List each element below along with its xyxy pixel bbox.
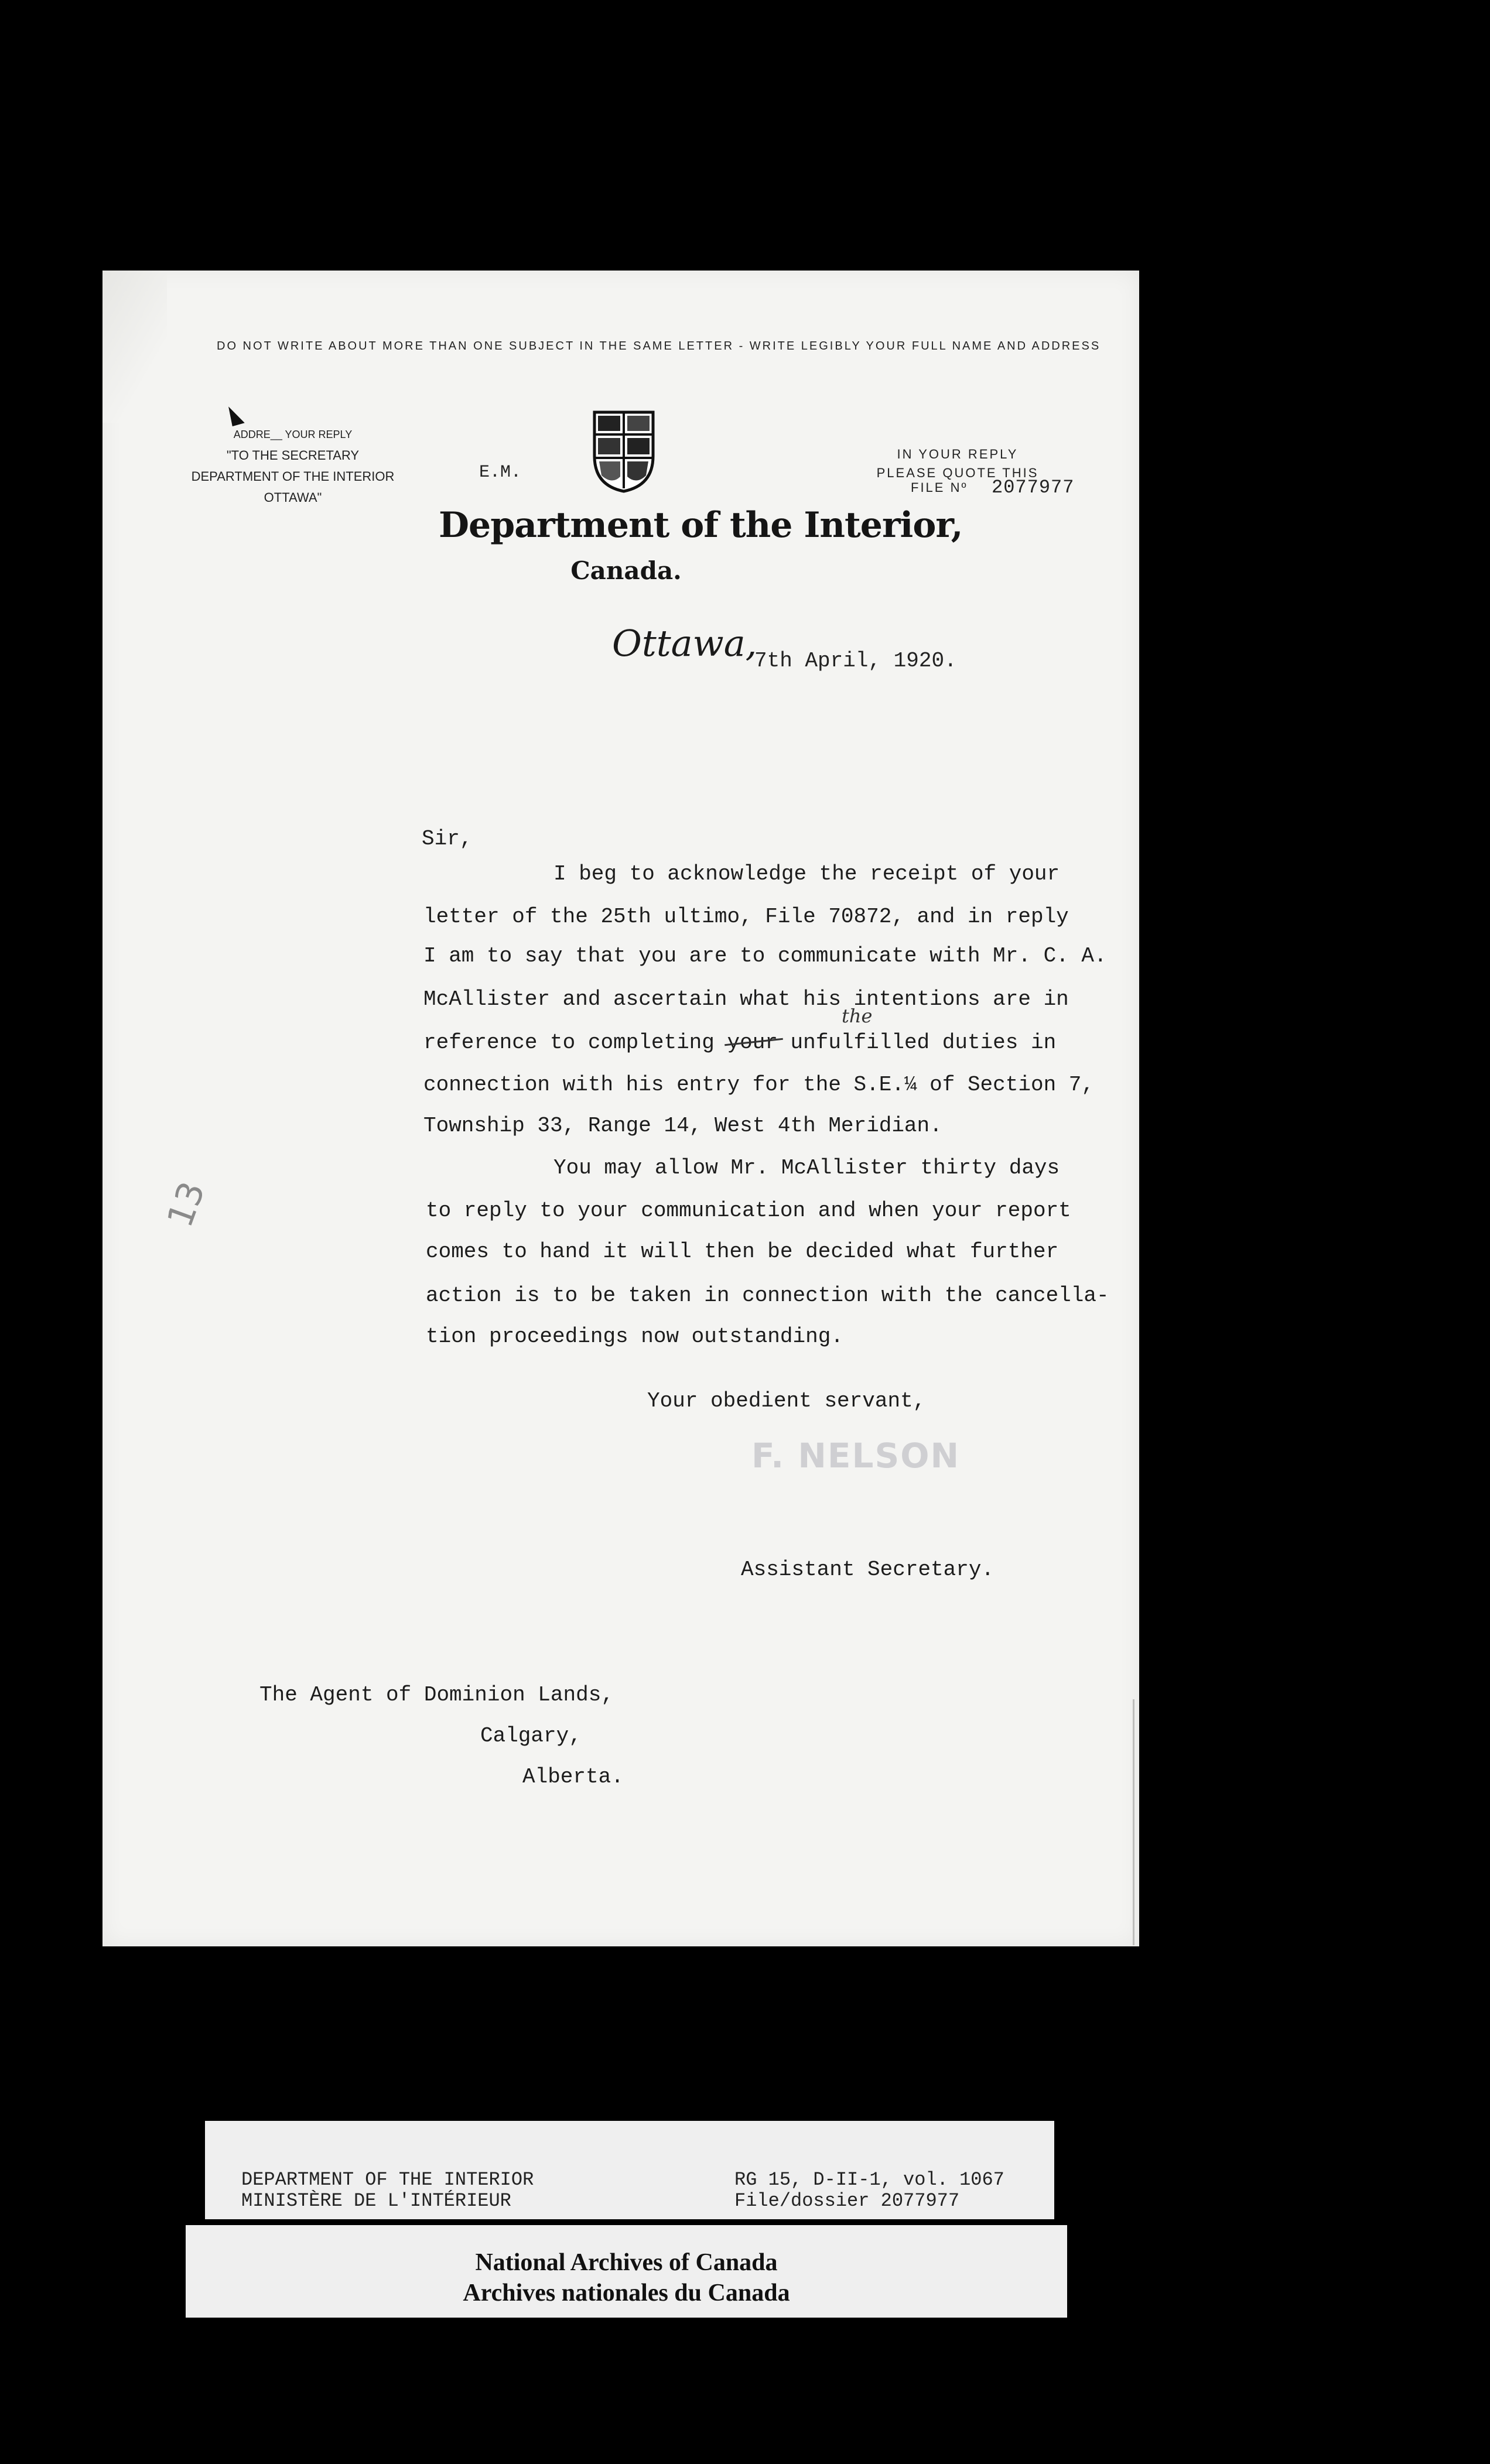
coat-of-arms-icon <box>589 406 659 494</box>
archive-dept-en: DEPARTMENT OF THE INTERIOR <box>241 2169 534 2191</box>
signature-stamp: F. NELSON <box>751 1436 961 1476</box>
reply-address-block <box>184 424 401 508</box>
address-line: "TO THE SECRETARY <box>226 448 360 463</box>
body-line: connection with his entry for the S.E.¼ of Section 7, <box>423 1073 1094 1097</box>
place-script: Ottawa, <box>612 622 757 665</box>
national-archives-banner <box>186 2225 1067 2318</box>
banner-english: National Archives of Canada <box>475 2249 778 2276</box>
body-line: You may allow Mr. McAllister thirty days <box>553 1156 1060 1180</box>
file-number-label: FILE Nº <box>911 480 968 495</box>
salutation: Sir, <box>422 827 473 851</box>
body-text: reference to completing <box>423 1031 727 1055</box>
department-country: Canada. <box>570 556 682 585</box>
letter-page <box>102 271 1139 1946</box>
address-line: ADDRE__ YOUR REPLY <box>233 429 353 440</box>
archive-reference: RG 15, D-II-1, vol. 1067 <box>734 2169 1004 2191</box>
body-line: tion proceedings now outstanding. <box>426 1325 843 1349</box>
paper-edge <box>1129 1699 1134 1945</box>
department-title: Department of the Interior, <box>439 505 963 546</box>
body-line: comes to hand it will then be decided what further <box>426 1240 1059 1264</box>
body-line: letter of the 25th ultimo, File 70872, and in reply <box>423 905 1069 929</box>
banner-french: Archives nationales du Canada <box>463 2280 790 2306</box>
recipient-line: The Agent of Dominion Lands, <box>259 1683 614 1707</box>
letter-date: 7th April, 1920. <box>754 649 957 673</box>
reply-line: IN YOUR REPLY <box>897 447 1019 461</box>
signatory-title: Assistant Secretary. <box>741 1558 995 1582</box>
body-line: McAllister and ascertain what his intentions are in <box>423 987 1069 1011</box>
file-number: 2077977 <box>992 477 1075 498</box>
margin-note: 13 <box>159 1176 214 1233</box>
body-line: I am to say that you are to communicate with Mr. C. A. <box>423 944 1107 968</box>
header-notice: DO NOT WRITE ABOUT MORE THAN ONE SUBJECT IN THE SAME LETTER - WRITE LEGIBLY YOUR FULL NAME AND ADDRESS <box>217 340 1101 353</box>
archive-reference-label <box>205 2121 1054 2219</box>
address-line: OTTAWA" <box>264 490 322 505</box>
struck-word: your <box>727 1031 778 1055</box>
reply-line: PLEASE QUOTE THIS <box>876 466 1039 480</box>
body-line: I beg to acknowledge the receipt of your <box>553 862 1060 886</box>
body-text: unfulfilled duties in <box>777 1031 1057 1055</box>
recipient-line: Calgary, <box>480 1724 582 1748</box>
address-line: DEPARTMENT OF THE INTERIOR <box>191 469 395 484</box>
archive-dept-fr: MINISTÈRE DE L'INTÉRIEUR <box>241 2190 511 2212</box>
initials-mark: E.M. <box>479 463 522 482</box>
closing: Your obedient servant, <box>647 1389 926 1413</box>
body-line: action is to be taken in connection with the cancella- <box>426 1284 1109 1308</box>
handwritten-insertion: the <box>842 1005 873 1027</box>
body-line: to reply to your communication and when your report <box>426 1199 1071 1223</box>
recipient-line: Alberta. <box>522 1765 624 1789</box>
archive-file-number: File/dossier 2077977 <box>734 2190 960 2212</box>
body-line <box>423 1031 1056 1055</box>
body-line: Township 33, Range 14, West 4th Meridian. <box>423 1114 942 1138</box>
folded-corner <box>102 271 167 423</box>
